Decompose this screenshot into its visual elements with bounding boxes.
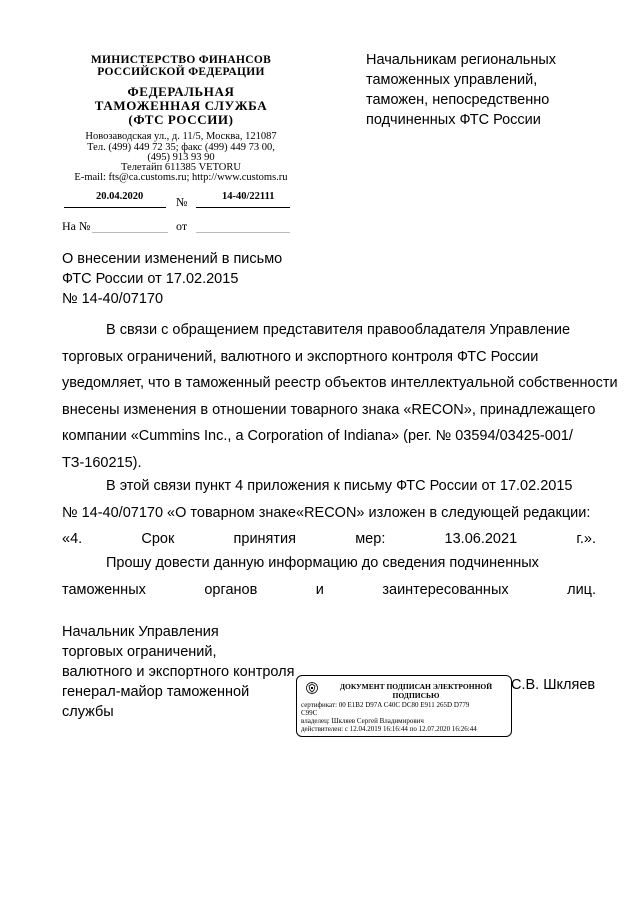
addressee-line: таможенных управлений, [366,72,538,88]
stamp-title [325,682,507,700]
signatory-title-line: торговых ограничений, [62,644,217,660]
stamp-certificate: сертификат: 00 E1B2 D97A C40C DC80 E911 265D D779 [301,701,470,709]
body-line-text: компании «Cummins Inc., a Corporation of Indiana» (рег. № 03594/03425-001/ [62,428,573,444]
body-line: ТЗ-160215). [62,454,142,471]
body-line [62,370,618,397]
agency-name-line2: ТАМОЖЕННАЯ СЛУЖБА [94,98,268,113]
body-line-text: В связи с обращением представителя правообладателя Управление [106,322,571,338]
body-line-text: внесены изменения в отношении товарного знака «RECON», принадлежащего [62,401,596,418]
agency-address: Новозаводская ул., д. 11/5, Москва, 121087 [85,131,277,142]
agency-teletype: Телетайп 611385 VETORU [121,162,241,173]
addressee-block [366,50,606,130]
subject-line: О внесении изменений в письмо [62,251,283,267]
ministry-name-line1: МИНИСТЕРСТВО ФИНАНСОВ [90,54,272,66]
body-line [62,473,596,500]
body-line [62,500,596,527]
signatory-title [62,622,302,722]
stamp-title-line: ПОДПИСЬЮ [392,691,440,700]
body-line-text: № 14-40/07170 «О товарном знаке«RECON» изложен в следующей редакции: [62,504,591,521]
stamp-validity: действителен: с 12.04.2019 16:16:44 по 12.07.2020 16:26:44 [301,725,477,733]
signatory-title-line: Начальник Управления [62,624,219,640]
electronic-signature-stamp [296,675,512,737]
agency-phone-fax: Тел. (499) 449 72 35; факс (499) 449 73 00, [87,142,275,153]
reference-number-label: На № [62,219,91,233]
number-underline [196,207,290,208]
subject-line: № 14-40/07170 [62,291,164,307]
signatory-title-line: валютного и экспортного контроля [62,664,295,680]
agency-phone-extra: (495) 913 93 90 [147,152,215,163]
coat-of-arms-icon [305,681,319,695]
reference-date-line [196,232,290,233]
addressee-line: подчиненных ФТС России [366,112,541,128]
body-line [62,550,596,577]
letter-subject [62,249,322,309]
body-paragraph-2 [62,473,596,553]
body-line-text: Прошу довести данную информацию до сведения подчиненных [106,555,539,571]
agency-email-web: E-mail: fts@ca.customs.ru; http://www.customs.ru [74,172,288,183]
reference-date-label: от [176,219,188,233]
body-line: «4. Срок принятия мер: 13.06.2021 г.». [62,531,596,547]
body-line: таможенных органов и заинтересованных лиц. [62,581,596,598]
letter-number-label: № [176,195,188,209]
signer-name: С.В. Шкляев [511,677,596,693]
stamp-title-line: ДОКУМЕНТ ПОДПИСАН ЭЛЕКТРОННОЙ [339,682,493,691]
body-line [62,397,596,424]
signatory-title-line: генерал-майор таможенной службы [62,684,250,720]
body-paragraph-1 [62,317,618,476]
agency-name-line1: ФЕДЕРАЛЬНАЯ [127,84,235,99]
body-line-text: В этой связи пункт 4 приложения к письму ФТС России от 17.02.2015 [106,478,573,494]
stamp-owner: владелец: Шкляев Сергей Владимирович [301,717,424,725]
body-line [62,423,596,450]
ministry-name-line2: РОССИЙСКОЙ ФЕДЕРАЦИИ [97,66,265,78]
body-line [62,344,596,371]
stamp-certificate-cont: C99C [301,709,318,717]
agency-name-line3: (ФТС РОССИИ) [128,112,234,127]
body-line-text: торговых ограничений, валютного и экспортного контроля ФТС России [62,348,539,365]
body-paragraph-3 [62,550,596,603]
letter-date: 20.04.2020 [96,191,144,202]
letter-number: 14-40/22111 [222,191,275,202]
body-line [62,317,596,344]
addressee-line: таможен, непосредственно [366,92,550,108]
reference-number-line [92,232,168,233]
date-underline [64,207,166,208]
subject-line: ФТС России от 17.02.2015 [62,271,239,287]
body-line-text: уведомляет, что в таможенный реестр объектов интеллектуальной собственности [62,375,618,391]
addressee-line: Начальникам региональных [366,52,557,68]
